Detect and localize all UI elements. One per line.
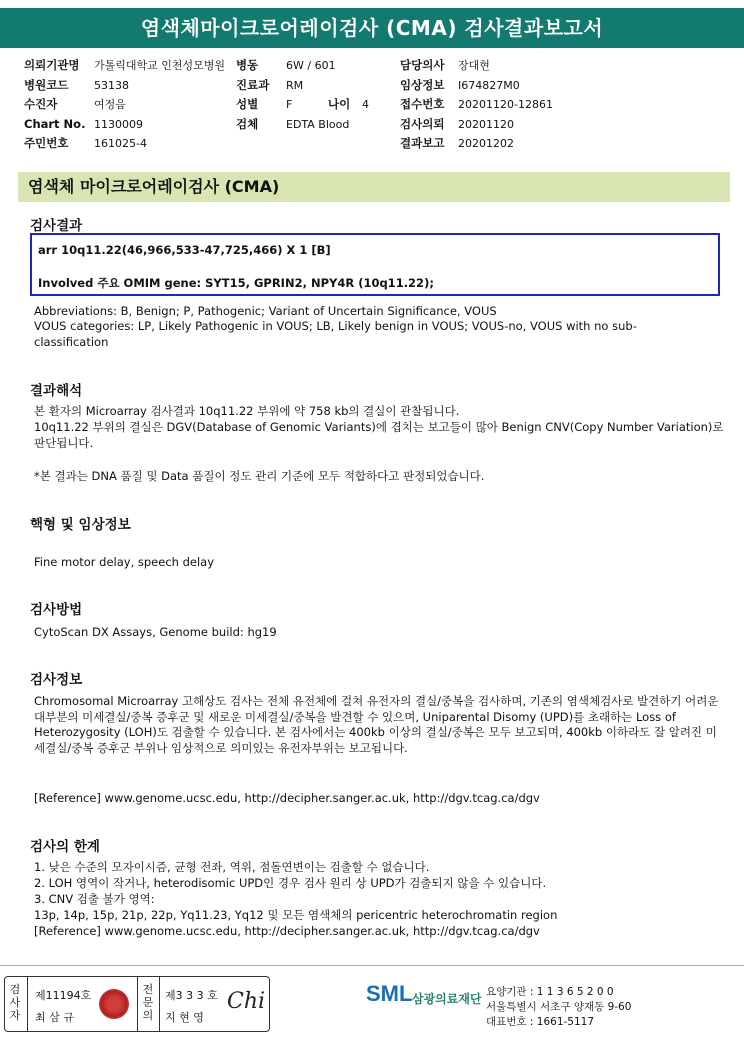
value-specimen: EDTA Blood bbox=[286, 117, 350, 131]
interpretation-p3: *본 결과는 DNA 품질 및 Data 품질이 정도 관리 기준에 모두 적합하다고 판정되었습니다. bbox=[34, 469, 485, 483]
tester-label: 검사자 bbox=[9, 983, 21, 1022]
result-karyotype: arr 10q11.22(46,966,533-47,725,466) X 1 [B] bbox=[38, 243, 331, 257]
care-institution-number: 요양기관 : 1 1 3 6 5 2 0 0 bbox=[486, 986, 614, 998]
limits-item-5: [Reference] www.genome.ucsc.edu, http://decipher.sanger.ac.uk, http://dgv.tcag.ca/dgv bbox=[34, 924, 540, 938]
patient-info-col1 bbox=[24, 56, 225, 154]
label-doctor: 담당의사 bbox=[400, 58, 445, 72]
value-request-date: 20201120 bbox=[458, 117, 514, 131]
phenotype-text: Fine motor delay, speech delay bbox=[34, 555, 215, 569]
label-department: 진료과 bbox=[236, 77, 270, 92]
signature: Chi bbox=[227, 989, 266, 1014]
phone-number: 대표번호 : 1661-5117 bbox=[486, 1016, 595, 1028]
specialist-label: 전문의 bbox=[142, 983, 154, 1022]
value-clinical-info: I674827M0 bbox=[458, 78, 520, 92]
value-sex: F bbox=[286, 98, 293, 111]
result-heading: 검사결과 bbox=[30, 218, 83, 234]
sml-logo: SML bbox=[366, 981, 413, 1006]
label-chart-no: Chart No. bbox=[24, 116, 86, 131]
value-patient: 여정음 bbox=[94, 98, 126, 111]
label-hospital: 의뢰기관명 bbox=[24, 58, 80, 72]
label-report-date: 결과보고 bbox=[400, 136, 445, 150]
section-title: 염색체 마이크로어레이검사 (CMA) bbox=[18, 172, 730, 202]
label-request-date: 검사의뢰 bbox=[400, 116, 445, 131]
specialist-name: 지 현 영 bbox=[165, 1011, 204, 1024]
signature-box bbox=[4, 976, 270, 1032]
value-chart-no: 1130009 bbox=[94, 117, 143, 131]
label-resident-no: 주민번호 bbox=[24, 136, 69, 150]
result-genes: Involved 주요 OMIM gene: SYT15, GPRIN2, NPY4R (10q11.22); bbox=[38, 276, 434, 290]
method-heading: 검사방법 bbox=[30, 602, 83, 618]
report-footer bbox=[0, 965, 744, 1041]
interpretation-p2: 10q11.22 부위의 결실은 DGV(Database of Genomic Variants)에 겹치는 보고들이 많아 Benign CNV(Copy Number Variation)로 판단됩니다. bbox=[34, 420, 724, 450]
label-ward: 병동 bbox=[236, 58, 259, 72]
limits-heading: 검사의 한계 bbox=[30, 839, 100, 855]
label-specimen: 검체 bbox=[236, 116, 259, 131]
value-ward: 6W / 601 bbox=[286, 59, 336, 72]
official-seal bbox=[99, 989, 129, 1019]
value-department: RM bbox=[286, 78, 304, 92]
limits-item-2: 2. LOH 영역이 작거나, heterodisomic UPD인 경우 검사 원리 상 UPD가 검출되지 않을 수 있습니다. bbox=[34, 876, 547, 890]
info-heading: 검사정보 bbox=[30, 672, 83, 688]
label-receipt-no: 접수번호 bbox=[400, 97, 445, 111]
label-sex: 성별 bbox=[236, 97, 259, 111]
info-text: Chromosomal Microarray 고해상도 검사는 전체 유전체에 걸쳐 유전자의 결실/중복을 검사하며, 기존의 염색체검사로 발견하기 어려운 대부분의 미세결실/중복 증후군 및 새로운 미세결실/중복을 발견할 수 있으며, Uniparental Disomy (UPD)를 초래하는 Loss of Heterozygosity (LOH)도 검출할 수 있습니다. 본 검사에서는 400kb 이상의 결실/중복은 모두 보고되며, 400kb 이하라도 잘 알려진 미세결실/중복 증후군 부위나 임상적으로 의미있는 유전자부위는 보고됩니다. bbox=[34, 694, 719, 755]
address: 서울특별시 서초구 양재동 9-60 bbox=[486, 1001, 632, 1013]
value-resident-no: 161025-4 bbox=[94, 137, 147, 150]
value-receipt-no: 20201120-12861 bbox=[458, 98, 553, 111]
value-hospital-code: 53138 bbox=[94, 78, 129, 92]
result-box bbox=[30, 233, 720, 296]
value-doctor: 장대현 bbox=[458, 59, 490, 72]
interpretation-p1: 본 환자의 Microarray 검사결과 10q11.22 부위에 약 758 kb의 결실이 관찰됩니다. bbox=[34, 404, 460, 418]
patient-info-col2 bbox=[236, 56, 369, 134]
report-title: 염색체마이크로어레이검사 (CMA) 검사결과보고서 bbox=[0, 8, 744, 48]
organization-name: 삼광의료재단 bbox=[412, 992, 482, 1006]
patient-info-col3 bbox=[400, 56, 553, 154]
tester-name: 최 삼 규 bbox=[35, 1011, 74, 1024]
value-hospital: 가톨릭대학교 인천성모병원 bbox=[94, 59, 226, 72]
label-patient: 수진자 bbox=[24, 97, 58, 111]
abbreviations: Abbreviations: B, Benign; P, Pathogenic; Variant of Uncertain Significance, VOUS bbox=[34, 304, 497, 318]
limits-item-3: 3. CNV 검출 불가 영역: bbox=[34, 892, 155, 906]
specialist-number: 제3 3 3 호 bbox=[165, 989, 218, 1002]
label-clinical-info: 임상정보 bbox=[400, 77, 445, 92]
info-reference: [Reference] www.genome.ucsc.edu, http://decipher.sanger.ac.uk, http://dgv.tcag.ca/dgv bbox=[34, 791, 540, 805]
method-text: CytoScan DX Assays, Genome build: hg19 bbox=[34, 625, 277, 639]
value-report-date: 20201202 bbox=[458, 137, 514, 150]
interpretation-heading: 결과해석 bbox=[30, 383, 83, 399]
vous-categories: VOUS categories: LP, Likely Pathogenic in VOUS; LB, Likely benign in VOUS; VOUS-no, VOUS with no sub-classification bbox=[34, 319, 637, 349]
limits-item-1: 1. 낮은 수준의 모자이시즘, 균형 전좌, 역위, 점돌연변이는 검출할 수 없습니다. bbox=[34, 860, 430, 874]
tester-number: 제11194호 bbox=[35, 989, 92, 1002]
label-hospital-code: 병원코드 bbox=[24, 77, 69, 92]
limits-item-4: 13p, 14p, 15p, 21p, 22p, Yq11.23, Yq12 및 모든 염색체의 pericentric heterochromatin region bbox=[34, 908, 558, 922]
phenotype-heading: 핵형 및 임상정보 bbox=[30, 517, 131, 533]
label-age: 나이 bbox=[328, 97, 351, 111]
value-age: 4 bbox=[362, 98, 369, 111]
